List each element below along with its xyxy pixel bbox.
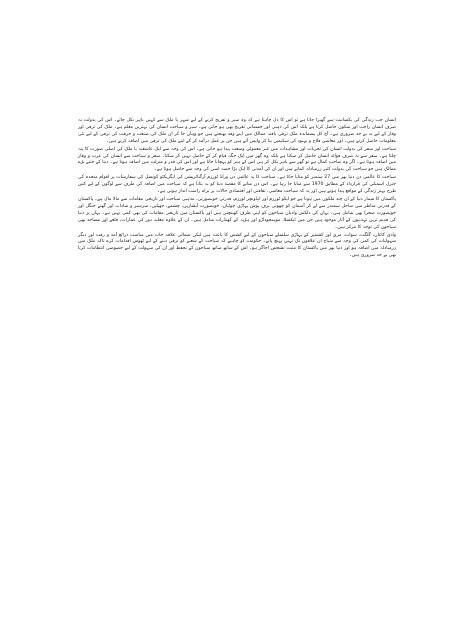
paragraph-2: سیاحت اور سفر کی بدولت انسان کی تجربات اور مشاہدات میں غیر معمولی وسعت پیدا ہو جاتی ہے۔ اس کی وجہ سے ایک عاشقیہ یا ملک کی اصلی صورت کا پتہ چلتا ہے۔ سفر سے نہ صرف فوائد انسان حاصل کر سکتا ہے بلکہ وہ گھر میں ایک جگہ قیام کر کے حاصل نہیں کر سکتا۔ سفر و سیاحت سے انسان کی عزت و وقار میں اضافہ ہوتا ہے۔ اگر وہ صاحب کمال ہے تو گھر سے باہر نکل کر ہی اس کے ہنر کو پہچانا جاتا ہے اور اس کی قدر و منزلت میں اضافہ ہوتا ہے۔ دنیا کے جتنے بڑے ممالک ہیں جو سیاحت کی بدولت کثیر زرمبادلہ کماتے ہیں اور ان کی آمدنی کا ایک بڑا حصہ اسی کی وجہ سے حاصل ہوتا ہے۔ — [78, 146, 396, 173]
paragraph-5: وادی کاغان، گلگت، سوات، مری اور کشمیر کے پہاڑی سلسلے سیاحوں کے لیے کشش کا باعث ہیں لیکن شمالی علاقہ جات میں مناسب ذرائع آمد و رفت اور دیگر سہولیات کی کمی کی وجہ سے سیاح ان علاقوں تک نہیں پہنچ پاتے۔ حکومت کو چاہیے کہ سیاحت کے شعبے کو ترقی دینے کے لیے ٹھوس اقدامات کرے تاکہ ملک میں زرمبادلہ میں اضافہ ہو اور دنیا بھر میں پاکستان کا مثبت تشخص اجاگر ہو۔ اس کے ساتھ ساتھ سیاحوں کے تحفظ اور ان کی سہولت کے لیے خصوصی انتظامات کرنا بھی بے حد ضروری ہیں۔ — [78, 232, 396, 259]
paragraph-1: انسان جب زندگی کی یکسانیت سے گھبرا جاتا ہے تو اس کا دل چاہتا ہے کہ وہ سیر و تفریح کرنے کے لیے شہر یا ملک سے کہیں باہر نکل جائے۔ اس کی بدولت نہ صرف انسان راحت اور سکون حاصل کرتا ہے بلکہ اس کی ذہنی اور جسمانی تفریح بھی ہو جاتی ہے۔ سیر و سیاحت انسان کی بہترین معلم ہے۔ ملک کی ترقی اور وقار کے لیے یہ بے حد ضروری ہے۔ آج کل پسماندہ ملک ترقی یافتہ ممالک میں اپنے وفد بھیجتے ہیں جو وہاں جا کر ان ملک کی صنعت و حرفت کی ترقی کے لیے نئی معلومات حاصل کرتے ہیں۔ اور معاشی فلاح و بہبود کی سکیمیں بنا کر واپس آتے ہیں جن پر عمل درآمد کر کے اپنے ملک کی ترقی میں اضافہ کرتے ہیں۔ — [78, 118, 396, 144]
paragraph-3: سیاحت کا عالمی دن دنیا بھر میں 27 ستمبر کو منایا جاتا ہے۔ سیاحت کا یہ عالمی دن ورلڈ ٹورزم آرگنائزیشن کی ایگزیکٹو کونسل کی سفارشات پر اقوام متحدہ کی جنرل اسمبلی کی قرارداد کے مطابق 1970 سے منایا جا رہا ہے۔ اس دن منانے کا مقصد دنیا کو یہ بتانا ہے کہ سیاحت میں اضافہ کی طرف سے لوگوں کے لیے کس طرح بہتر زندگی کے مواقع پیدا ہوتے ہیں اور یہ کہ سیاحت معاشی، ثقافتی اور اقتصادی حالات پر براہ راست انداز ہوتی ہے۔ — [78, 175, 396, 195]
paragraph-4: پاکستان کا شمار دنیا کے ان چند ملکوں میں ہوتا ہے جو ایکو ٹورزم اور ایڈونچر ٹورزم، قدرتی خوبصورتی، مذہبی سیاحت اور تاریخی مقامات سے مالا مال ہے۔ پاکستان کے قدرتی مناظر میں ساحل سمندر سے لے کر آسمان کو چھوتی برف پوش پہاڑی چوٹیاں، خوبصورت آبشاریں، چشمے، جھیلیں، سرسبز و شاداب اور گھنے جنگل اور خوبصورت صحرا بھی شامل ہیں۔ یہاں کی دلکش وادیاں سیاحوں کو اپنی طرف کھینچتی ہیں اور پاکستان میں تاریخی مقامات کی بھی کمی نہیں ہے۔ یہاں پر دنیا کی قدیم ترین تہذیبوں کے آثار موجود ہیں جن میں ٹیکسلا، موہنجوداڑو اور ہڑپہ کے کھنڈرات شامل ہیں۔ ان کے علاوہ مغلیہ دور کی عمارات، قلعے اور مساجد بھی سیاحوں کی توجہ کا مرکز ہیں۔ — [78, 196, 396, 230]
essay-text-block — [78, 118, 396, 261]
